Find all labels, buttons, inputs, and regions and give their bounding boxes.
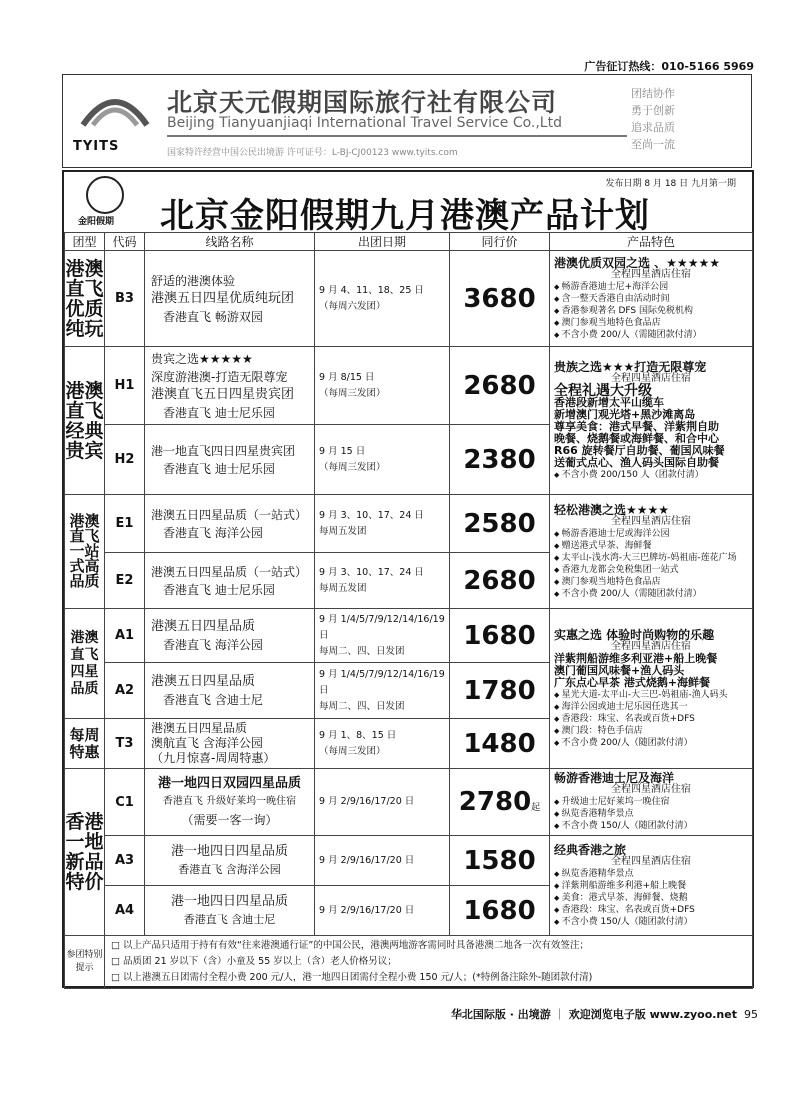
table-row: 每周特惠 T3 港澳五日四星品质 澳航直飞 含海洋公园 （九月惊喜-周周特惠） 9 月 1、8、15 日 （每周三发团） 1480	[65, 719, 753, 769]
company-name-cn: 北京天元假期国际旅行社有限公司	[167, 88, 558, 117]
price: 2380	[450, 425, 550, 495]
table-row: H2 港一地直飞四日四星贵宾团 香港直飞 迪士尼乐园 9 月 15 日 （每周三发团） 2380	[65, 425, 753, 495]
notes: □ 以上产品只适用于持有有效“往来港澳通行证”的中国公民，港澳两地游客需同时具备港澳二地各一次有效签注； □ 品质团 21 岁以下（含）小童及 55 岁以上（含）老人价格另议； □ 以上港澳五日团需付全程小费 200 元/人，港一地四日团需付全程小费 150 元/人；(*特例备注除外-随团款付清)	[105, 936, 753, 989]
table-row: A3 港一地四日四星品质 香港直飞 含海洋公园 9 月 2/9/16/17/20 日 1580 经典香港之旅 全程四星酒店住宿 ◆ 纵览香港精华景点 ◆ 洋紫荆船游维多利港+船上晚餐 ◆ 美食：港式早茶、海鲜餐、烧鹅 ◆ 香港段：珠宝、名表或百货+DFS ◆ 不含小费 150/人（随团款付清）	[65, 836, 753, 886]
logo-text: TYITS	[73, 139, 120, 154]
table-row: 港澳直飞经典贵宾 H1 贵宾之选★★★★★ 深度游港澳-打造无限尊宠 港澳直飞五日四星贵宾团 香港直飞 迪士尼乐园 9 月 8/15 日 （每周三发团） 2680 贵族之选★★★打造无限尊宠 全程四星酒店住宿 全程礼遇大升级 香港段新增太平山缆车 新增澳门观光塔+黑沙滩离岛 尊享美食：港式早餐、洋紫荆自助 晚餐、烧鹅餐或海鲜餐、和合中心 R66 旋转餐厅自助餐、葡国风味餐 送葡式点心、渔人码头国际自助餐 ◆ 不含小费 200/150 人（团款付清）	[65, 347, 753, 425]
motto: 团结协作 勇于创新 追求品质 至尚一流	[631, 87, 675, 151]
divider	[167, 135, 627, 137]
page-title: 北京金阳假期九月港澳产品计划	[160, 196, 650, 236]
company-name-en: Beijing Tianyuanjiaqi International Travel Service Co.,Ltd	[167, 115, 562, 131]
category: 港澳直飞四星品质	[65, 609, 105, 719]
brand-logo	[72, 176, 136, 230]
company-header	[62, 74, 752, 168]
table-row: 港澳直飞优质纯玩 B3 舒适的港澳体验 港澳五日四星优质纯玩团 香港直飞 畅游双园 9 月 4、11、18、25 日 （每周六发团） 3680 港澳优质双园之选 、★★★★★ 全程四星酒店住宿 ◆ 畅游香港迪士尼+海洋公园 ◆ 含一整天香港自由活动时间 ◆ 香港参观著名 DFS 国际免税机构 ◆ 澳门参观当地特色食品店 ◆ 不含小费 200/人（需随团款付清）	[65, 251, 753, 347]
ad-hotline: 广告征订热线：010-5166 5969	[584, 60, 754, 73]
features: 轻松港澳之选★★★★ 全程四星酒店住宿 ◆ 畅游香港迪士尼或海洋公园 ◆ 赠送港式早茶、海鲜餐 ◆ 太平山-浅水湾-大三巴牌坊-妈祖庙-莲花广场 ◆ 香港九龙都会免税集团一站式 ◆ 澳门参观当地特色食品店 ◆ 不含小费 200/人（需随团款付清）	[550, 495, 753, 609]
features: 港澳优质双园之选 、★★★★★ 全程四星酒店住宿 ◆ 畅游香港迪士尼+海洋公园 ◆ 含一整天香港自由活动时间 ◆ 香港参观著名 DFS 国际免税机构 ◆ 澳门参观当地特色食品店 ◆ 不含小费 200/人（需随团款付清）	[550, 251, 753, 347]
price: 1780	[450, 663, 550, 719]
features: 贵族之选★★★打造无限尊宠 全程四星酒店住宿 全程礼遇大升级 香港段新增太平山缆车 新增澳门观光塔+黑沙滩离岛 尊享美食：港式早餐、洋紫荆自助 晚餐、烧鹅餐或海鲜餐、和合中心 R66 旋转餐厅自助餐、葡国风味餐 送葡式点心、渔人码头国际自助餐 ◆ 不含小费 200/150 人（团款付清）	[550, 347, 753, 495]
category: 港澳直飞一站式高品质	[65, 495, 105, 609]
notes-label: 参团特别提示	[65, 936, 105, 989]
table-row: E2 港澳五日四星品质（一站式） 香港直飞 迪士尼乐园 9 月 3、10、17、24 日 每周五发团 2680	[65, 553, 753, 609]
features: 实惠之选 体验时尚购物的乐趣 全程四星酒店住宿 洋紫荆船游维多利亚港+船上晚餐 澳门葡国风味餐+渔人码头 广东点心早茶 港式烧鹅+海鲜餐 ◆ 星光大道-太平山-大三巴-妈祖庙-渔人码头 ◆ 海洋公园或迪士尼乐园任选其一 ◆ 香港段：珠宝、名表或百货+DFS ◆ 澳门段：特色手信店 ◆ 不含小费 200/人（随团款付清）	[550, 609, 753, 769]
license-info: 国家特许经营中国公民出境游 许可证号：L-BJ-CJ00123 www.tyits.com	[167, 148, 458, 158]
notes-row	[65, 936, 753, 989]
product-table	[64, 232, 753, 989]
price: 3680	[450, 251, 550, 347]
sun-logo-icon	[86, 176, 124, 214]
price: 2680	[450, 553, 550, 609]
product-plan	[62, 170, 754, 988]
table-row: A2 港澳五日四星品质 香港直飞 含迪士尼 9 月 1/4/5/7/9/12/14/16/19 日 每周二、四、日发团 1780	[65, 663, 753, 719]
price: 2580	[450, 495, 550, 553]
price: 1680	[450, 886, 550, 936]
price: 2680	[450, 347, 550, 425]
table-row: 港澳直飞四星品质 A1 港澳五日四星品质 香港直飞 海洋公园 9 月 1/4/5/7/9/12/14/16/19 日 每周二、四、日发团 1680 实惠之选 体验时尚购物的乐趣 全程四星酒店住宿 洋紫荆船游维多利亚港+船上晚餐 澳门葡国风味餐+渔人码头 广东点心早茶 港式烧鹅+海鲜餐 ◆ 星光大道-太平山-大三巴-妈祖庙-渔人码头 ◆ 海洋公园或迪士尼乐园任选其一 ◆ 香港段：珠宝、名表或百货+DFS ◆ 澳门段：特色手信店 ◆ 不含小费 200/人（随团款付清）	[65, 609, 753, 663]
category: 港澳直飞优质纯玩	[65, 251, 105, 347]
features: 畅游香港迪士尼及海洋 全程四星酒店住宿 ◆ 升级迪士尼好莱坞一晚住宿 ◆ 纵览香港精华景点 ◆ 不含小费 150/人（随团款付清）	[550, 769, 753, 836]
category: 港澳直飞经典贵宾	[65, 347, 105, 495]
brand-name: 金阳假期	[78, 217, 115, 227]
page-footer: 华北国际版 · 出境游 ｜ 欢迎浏览电子版 www.zyoo.net 95	[450, 1008, 758, 1021]
table-header: 团型 代码 线路名称 出团日期 同行价 产品特色	[65, 233, 753, 251]
table-row: A4 港一地四日四星品质 香港直飞 含迪士尼 9 月 2/9/16/17/20 日 1680	[65, 886, 753, 936]
price: 2780起	[450, 769, 550, 836]
features: 经典香港之旅 全程四星酒店住宿 ◆ 纵览香港精华景点 ◆ 洋紫荆船游维多利港+船上晚餐 ◆ 美食：港式早茶、海鲜餐、烧鹅 ◆ 香港段：珠宝、名表或百货+DFS ◆ 不含小费 150/人（随团款付清）	[550, 836, 753, 936]
price: 1480	[450, 719, 550, 769]
table-row: 港澳直飞一站式高品质 E1 港澳五日四星品质（一站式） 香港直飞 海洋公园 9 月 3、10、17、24 日 每周五发团 2580 轻松港澳之选★★★★ 全程四星酒店住宿 ◆ 畅游香港迪士尼或海洋公园 ◆ 赠送港式早茶、海鲜餐 ◆ 太平山-浅水湾-大三巴牌坊-妈祖庙-莲花广场 ◆ 香港九龙都会免税集团一站式 ◆ 澳门参观当地特色食品店 ◆ 不含小费 200/人（需随团款付清）	[65, 495, 753, 553]
table-row: 香港一地新品特价 C1 港一地四日双园四星品质 香港直飞 升级好莱坞一晚住宿 （需要一客一询） 9 月 2/9/16/17/20 日 2780起 畅游香港迪士尼及海洋 全程四星酒店住宿 ◆ 升级迪士尼好莱坞一晚住宿 ◆ 纵览香港精华景点 ◆ 不含小费 150/人（随团款付清）	[65, 769, 753, 836]
price: 1580	[450, 836, 550, 886]
category: 每周特惠	[65, 719, 105, 769]
tyits-logo-icon	[79, 85, 151, 145]
category: 香港一地新品特价	[65, 769, 105, 936]
price: 1680	[450, 609, 550, 663]
publish-info: 发布日期 8 月 18 日 九月第一期	[605, 179, 736, 189]
